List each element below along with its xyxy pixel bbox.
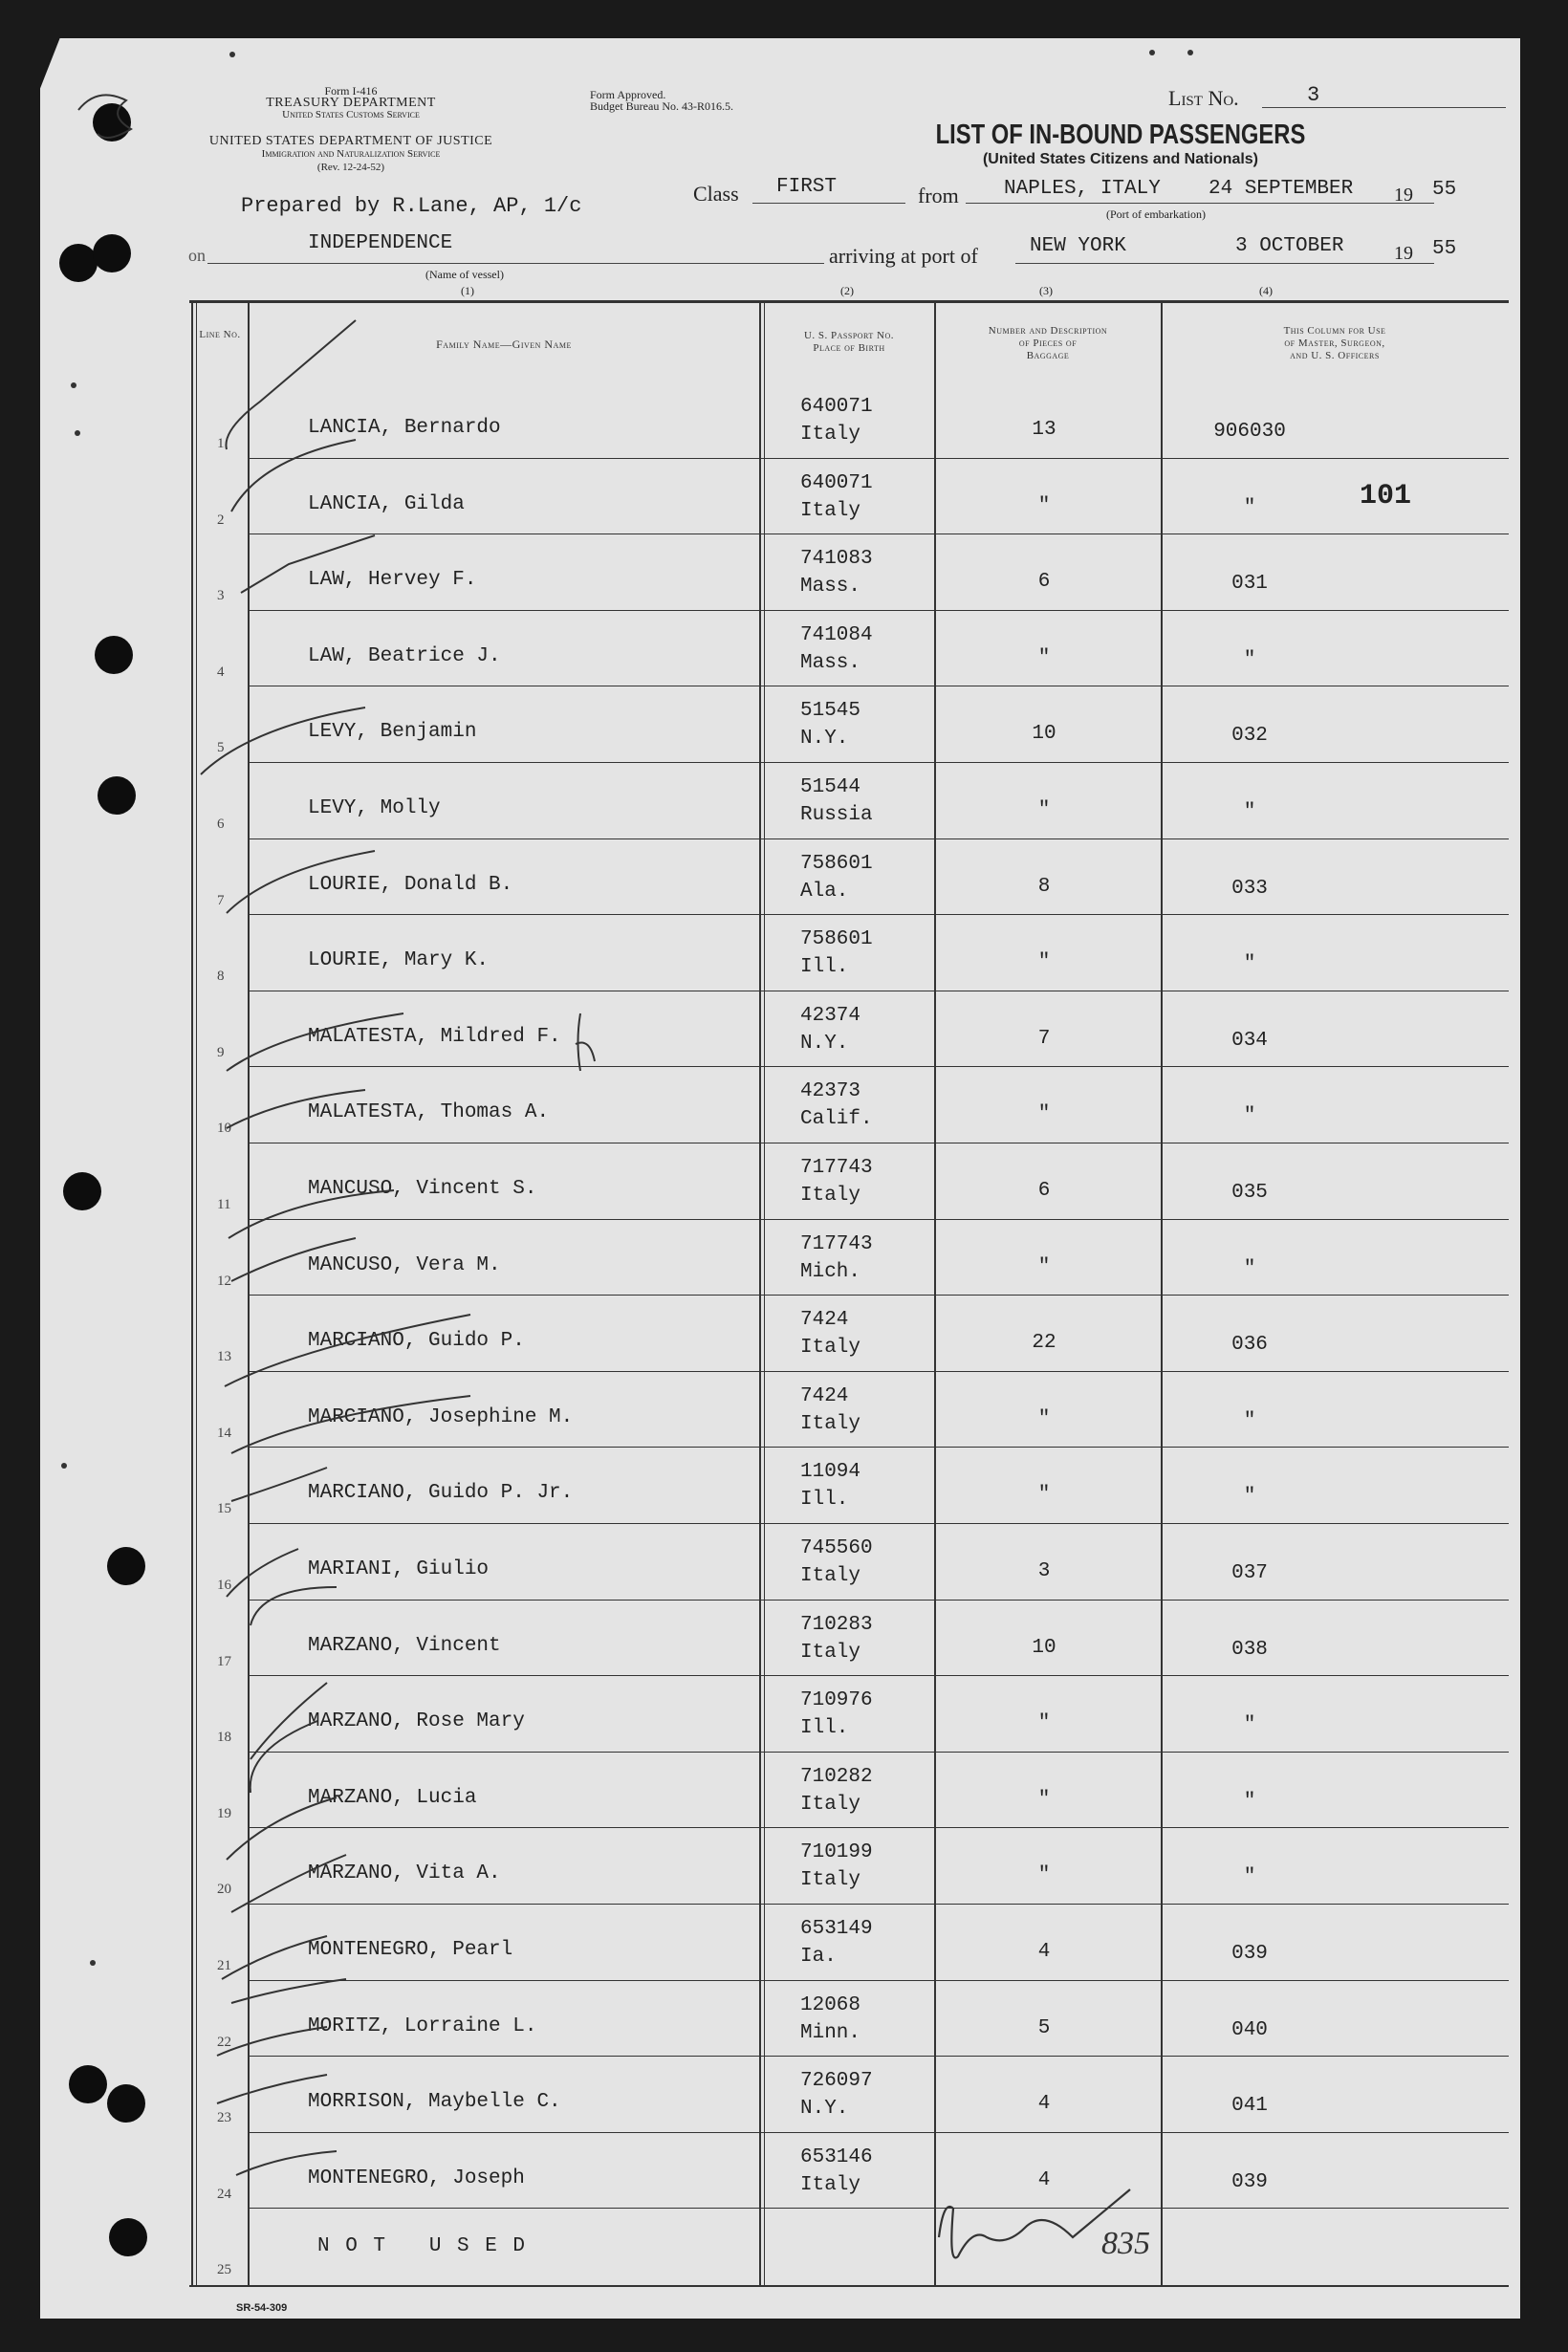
row-officer-use: 906030 <box>1213 421 1286 443</box>
row-passport-number: 11094 <box>800 1461 861 1484</box>
handwritten-checkmarks <box>40 38 1520 2319</box>
row-place-of-birth: N.Y. <box>800 728 849 751</box>
row-line-number: 1 <box>217 436 225 451</box>
row-place-of-birth: Italy <box>800 499 861 522</box>
form-code: SR-54-309 <box>236 2302 288 2314</box>
row-baggage: " <box>1037 799 1051 821</box>
row-baggage: 6 <box>1037 571 1051 594</box>
row-name: MARCIANO, Guido P. Jr. <box>308 1482 574 1505</box>
row-passport-number: 51545 <box>800 700 861 723</box>
check-mark <box>227 1090 365 1128</box>
form-approved: Form Approved. <box>590 88 666 101</box>
row-line-number: 14 <box>217 1425 231 1441</box>
check-mark <box>231 1238 356 1281</box>
row-officer-use: 035 <box>1231 1182 1268 1204</box>
row-officer-use: 031 <box>1231 573 1268 596</box>
justice-dept: UNITED STATES DEPARTMENT OF JUSTICE <box>208 134 493 148</box>
row-officer-use: 037 <box>1231 1562 1268 1584</box>
row-name: LAW, Hervey F. <box>308 569 477 592</box>
check-mark <box>236 2151 337 2175</box>
row-name: MARZANO, Rose Mary <box>308 1710 525 1733</box>
on-label: on <box>188 246 206 265</box>
row-baggage: 7 <box>1037 1027 1051 1050</box>
row-baggage: " <box>1037 494 1051 517</box>
row-officer-use: " <box>1243 648 1256 671</box>
row-place-of-birth: Italy <box>800 1565 861 1587</box>
header-passport-line2: Place of Birth <box>813 342 885 354</box>
row-officer-use: 034 <box>1231 1029 1268 1052</box>
row-line-number: 9 <box>217 1044 225 1060</box>
check-mark <box>217 2027 327 2056</box>
row-baggage: 13 <box>1032 419 1056 441</box>
check-mark <box>227 1013 403 1071</box>
row-place-of-birth: Ia. <box>800 1946 837 1968</box>
form-revision: (Rev. 12-24-52) <box>316 162 385 173</box>
row-name: MONTENEGRO, Pearl <box>308 1939 513 1961</box>
check-mark <box>222 1936 327 1979</box>
row-baggage: 3 <box>1037 1560 1051 1582</box>
col-num-2: (2) <box>840 284 854 297</box>
row-line-number: 20 <box>217 1882 231 1898</box>
row-baggage: " <box>1037 1712 1051 1735</box>
row-passport-number: 717743 <box>800 1157 873 1179</box>
row-name: LOURIE, Donald B. <box>308 873 513 896</box>
row-passport-number: 12068 <box>800 1993 861 2016</box>
row-passport-number: 653149 <box>800 1918 873 1940</box>
row-name: MARZANO, Vincent <box>308 1634 501 1657</box>
row-passport-number: 653146 <box>800 2145 873 2168</box>
header-officers-line1: This Column for Use <box>1283 325 1386 337</box>
col-num-1: (1) <box>461 284 474 297</box>
row-line-number: 12 <box>217 1273 231 1289</box>
arrival-year: 55 <box>1432 238 1457 260</box>
check-mark <box>227 1549 298 1597</box>
row-place-of-birth: Italy <box>800 1793 861 1816</box>
row-line-number: 8 <box>217 969 225 985</box>
row-line-number: 21 <box>217 1958 231 1973</box>
row-baggage: " <box>1037 1484 1051 1507</box>
row-officer-use: " <box>1243 1866 1256 1889</box>
row-place-of-birth: Italy <box>800 1185 861 1207</box>
header-passport-line1: U. S. Passport No. <box>803 330 895 341</box>
row-place-of-birth: Italy <box>800 1869 861 1892</box>
row-baggage: 22 <box>1032 1332 1056 1355</box>
row-officer-use: " <box>1243 1790 1256 1813</box>
depart-date: 24 SEPTEMBER <box>1209 178 1354 200</box>
corner-scribble <box>78 95 131 138</box>
row-line-number: 23 <box>217 2110 231 2126</box>
header-officers-line2: of Master, Surgeon, <box>1284 338 1385 349</box>
row-passport-number: 710282 <box>800 1765 873 1788</box>
row-line-number: 2 <box>217 512 225 528</box>
row-officer-use: " <box>1243 1486 1256 1509</box>
row-name: MARIANI, Giulio <box>308 1558 490 1580</box>
list-no-label: List No. <box>1168 86 1239 110</box>
row-baggage: 5 <box>1037 2016 1051 2039</box>
row-name: MALATESTA, Mildred F. <box>308 1025 561 1048</box>
manifest-page <box>40 38 1520 2319</box>
row-passport-number: 710199 <box>800 1841 873 1864</box>
row-line-number: 3 <box>217 588 225 604</box>
row-name: MANCUSO, Vincent S. <box>308 1178 537 1200</box>
check-mark <box>250 1721 317 1793</box>
check-mark <box>231 440 356 512</box>
row-name: MONTENEGRO, Joseph <box>308 2167 525 2189</box>
row-place-of-birth: Italy <box>800 1641 861 1664</box>
row-place-of-birth: N.Y. <box>800 1032 849 1055</box>
row-officer-use: 039 <box>1231 1943 1268 1965</box>
check-mark <box>250 1587 337 1625</box>
row-name: MARZANO, Vita A. <box>308 1862 501 1885</box>
row-line-number: 17 <box>217 1653 231 1669</box>
row-line-number: 18 <box>217 1730 231 1746</box>
row-line-number: 6 <box>217 817 225 832</box>
col-num-3: (3) <box>1039 284 1053 297</box>
check-mark <box>227 1797 337 1860</box>
row-baggage: 4 <box>1037 1941 1051 1963</box>
header-baggage-line3: Baggage <box>1026 350 1070 361</box>
row-name: N O T U S E D <box>317 2235 528 2258</box>
budget-bureau: Budget Bureau No. 43-R016.5. <box>590 99 733 113</box>
header-name: Family Name—Given Name <box>436 338 572 351</box>
row-name: MALATESTA, Thomas A. <box>308 1101 550 1124</box>
check-mark <box>231 1468 327 1501</box>
check-mark <box>231 1979 346 2003</box>
row-place-of-birth: Italy <box>800 1412 861 1435</box>
row-name: LEVY, Benjamin <box>308 721 477 744</box>
row-name: LEVY, Molly <box>308 797 441 819</box>
col-num-4: (4) <box>1259 284 1273 297</box>
row-place-of-birth: N.Y. <box>800 2098 849 2121</box>
row-place-of-birth: Mass. <box>800 651 861 674</box>
row-place-of-birth: Ala. <box>800 880 849 903</box>
page-subtitle: (United States Citizens and Nationals) <box>982 151 1259 167</box>
prepared-by: Prepared by R.Lane, AP, 1/c <box>241 194 582 218</box>
row-baggage: " <box>1037 1788 1051 1811</box>
row-passport-number: 7424 <box>800 1309 849 1332</box>
row-line-number: 15 <box>217 1501 231 1517</box>
row-place-of-birth: Calif. <box>800 1108 873 1131</box>
port-caption: (Port of embarkation) <box>1106 207 1206 221</box>
arrival-date: 3 OCTOBER <box>1235 235 1344 257</box>
row-passport-number: 42373 <box>800 1080 861 1103</box>
row-name: MANCUSO, Vera M. <box>308 1253 501 1276</box>
row-passport-number: 42374 <box>800 1004 861 1027</box>
form-number: Form I-416 <box>324 84 378 98</box>
arrival-port: NEW YORK <box>1030 235 1126 257</box>
check-mark <box>231 1396 470 1453</box>
check-mark <box>231 1855 346 1912</box>
row-baggage: 10 <box>1032 1636 1056 1659</box>
row-passport-number: 710283 <box>800 1613 873 1636</box>
class-label: Class <box>693 182 739 206</box>
check-mark <box>201 708 365 774</box>
row-place-of-birth: Italy <box>800 2173 861 2196</box>
row-line-number: 11 <box>217 1197 231 1212</box>
row-passport-number: 758601 <box>800 852 873 875</box>
row-passport-number: 710976 <box>800 1689 873 1712</box>
arriving-label: arriving at port of <box>829 244 978 268</box>
row-officer-use: " <box>1243 1105 1256 1128</box>
row-place-of-birth: Italy <box>800 1337 861 1360</box>
row-baggage: 6 <box>1037 1180 1051 1202</box>
row-officer-use: 033 <box>1231 877 1268 900</box>
row-line-number: 10 <box>217 1121 231 1137</box>
header-baggage-line1: Number and Description <box>988 325 1108 337</box>
row-line-number: 22 <box>217 2034 231 2050</box>
customs-service: United States Customs Service <box>282 109 420 120</box>
check-mark <box>226 320 356 449</box>
row-name: LANCIA, Bernardo <box>308 417 501 439</box>
row-passport-number: 51544 <box>800 776 861 798</box>
treasury-dept: TREASURY DEPARTMENT <box>266 96 436 110</box>
check-mark <box>217 2075 327 2103</box>
row-passport-number: 717743 <box>800 1232 873 1255</box>
row-passport-number: 640071 <box>800 396 873 418</box>
row-name: LANCIA, Gilda <box>308 492 465 515</box>
row-baggage: " <box>1037 951 1051 974</box>
vessel-name: INDEPENDENCE <box>308 232 453 254</box>
row-line-number: 4 <box>217 664 225 680</box>
row-name: LAW, Beatrice J. <box>308 644 501 667</box>
row-passport-number: 726097 <box>800 2070 873 2093</box>
handwritten-total: 835 <box>1101 2226 1150 2261</box>
row-line-number: 5 <box>217 740 225 756</box>
ins-service: Immigration and Naturalization Service <box>261 148 441 160</box>
depart-year: 55 <box>1432 179 1457 201</box>
row-line-number: 13 <box>217 1349 231 1365</box>
depart-year-prefix: 19 <box>1394 185 1413 206</box>
row-place-of-birth: Italy <box>800 424 861 446</box>
row-officer-use: 032 <box>1231 725 1268 748</box>
row-baggage: 10 <box>1032 723 1056 746</box>
row-baggage: 8 <box>1037 875 1051 898</box>
row-place-of-birth: Ill. <box>800 1489 849 1512</box>
row-baggage: 4 <box>1037 2168 1051 2191</box>
row-officer-use: " <box>1243 1714 1256 1737</box>
row-baggage: " <box>1037 1407 1051 1430</box>
row-line-number: 25 <box>217 2262 231 2278</box>
check-mark <box>225 1315 470 1386</box>
row-officer-use: 039 <box>1231 2170 1268 2193</box>
row-passport-number: 758601 <box>800 928 873 951</box>
row-officer-use: 038 <box>1231 1638 1268 1661</box>
from-label: from <box>918 184 959 207</box>
row-officer-use: " <box>1243 1409 1256 1432</box>
row-passport-number: 640071 <box>800 471 873 494</box>
row-passport-number: 7424 <box>800 1384 849 1407</box>
vessel-caption: (Name of vessel) <box>425 268 504 281</box>
arrival-year-prefix: 19 <box>1394 243 1413 264</box>
row-baggage: " <box>1037 646 1051 669</box>
header-baggage-line2: of Pieces of <box>1018 338 1078 349</box>
row-passport-number: 741084 <box>800 623 873 646</box>
row-name: MARZANO, Lucia <box>308 1786 477 1809</box>
row-name: LOURIE, Mary K. <box>308 949 490 972</box>
handwritten-page-number: 101 <box>1360 480 1412 512</box>
row-officer-use: " <box>1243 801 1256 823</box>
row-name: MORRISON, Maybelle C. <box>308 2091 561 2114</box>
check-mark <box>227 851 375 913</box>
row-name: MARCIANO, Guido P. <box>308 1330 525 1353</box>
class-value: FIRST <box>776 176 838 198</box>
row-passport-number: 745560 <box>800 1537 873 1559</box>
row-place-of-birth: Mich. <box>800 1260 861 1283</box>
row-line-number: 19 <box>217 1805 231 1821</box>
row-name: MARCIANO, Josephine M. <box>308 1405 574 1428</box>
header-line-no: Line No. <box>199 329 241 340</box>
row-name: MORITZ, Lorraine L. <box>308 2014 537 2037</box>
row-place-of-birth: Minn. <box>800 2021 861 2044</box>
row-baggage: 4 <box>1037 2093 1051 2116</box>
check-mark <box>229 1190 394 1238</box>
row-passport-number: 741083 <box>800 548 873 571</box>
row-line-number: 7 <box>217 892 225 908</box>
row-place-of-birth: Ill. <box>800 1717 849 1740</box>
row-place-of-birth: Mass. <box>800 576 861 599</box>
row-officer-use: 036 <box>1231 1334 1268 1357</box>
row-line-number: 24 <box>217 2186 231 2202</box>
row-line-number: 16 <box>217 1578 231 1593</box>
port-embarkation: NAPLES, ITALY <box>1004 178 1161 200</box>
row-officer-use: 040 <box>1231 2018 1268 2041</box>
check-mark <box>241 535 375 593</box>
row-place-of-birth: Ill. <box>800 956 849 979</box>
row-baggage: " <box>1037 1103 1051 1126</box>
header-officers-line3: and U. S. Officers <box>1290 350 1380 361</box>
row-officer-use: " <box>1243 496 1256 519</box>
row-officer-use: 041 <box>1231 2095 1268 2118</box>
page-title: LIST OF IN-BOUND PASSENGERS <box>935 120 1306 150</box>
list-no-value: 3 <box>1307 83 1320 107</box>
row-baggage: " <box>1037 1255 1051 1278</box>
row-officer-use: " <box>1243 1257 1256 1280</box>
row-place-of-birth: Russia <box>800 804 873 826</box>
row-officer-use: " <box>1243 953 1256 976</box>
row-baggage: " <box>1037 1864 1051 1887</box>
